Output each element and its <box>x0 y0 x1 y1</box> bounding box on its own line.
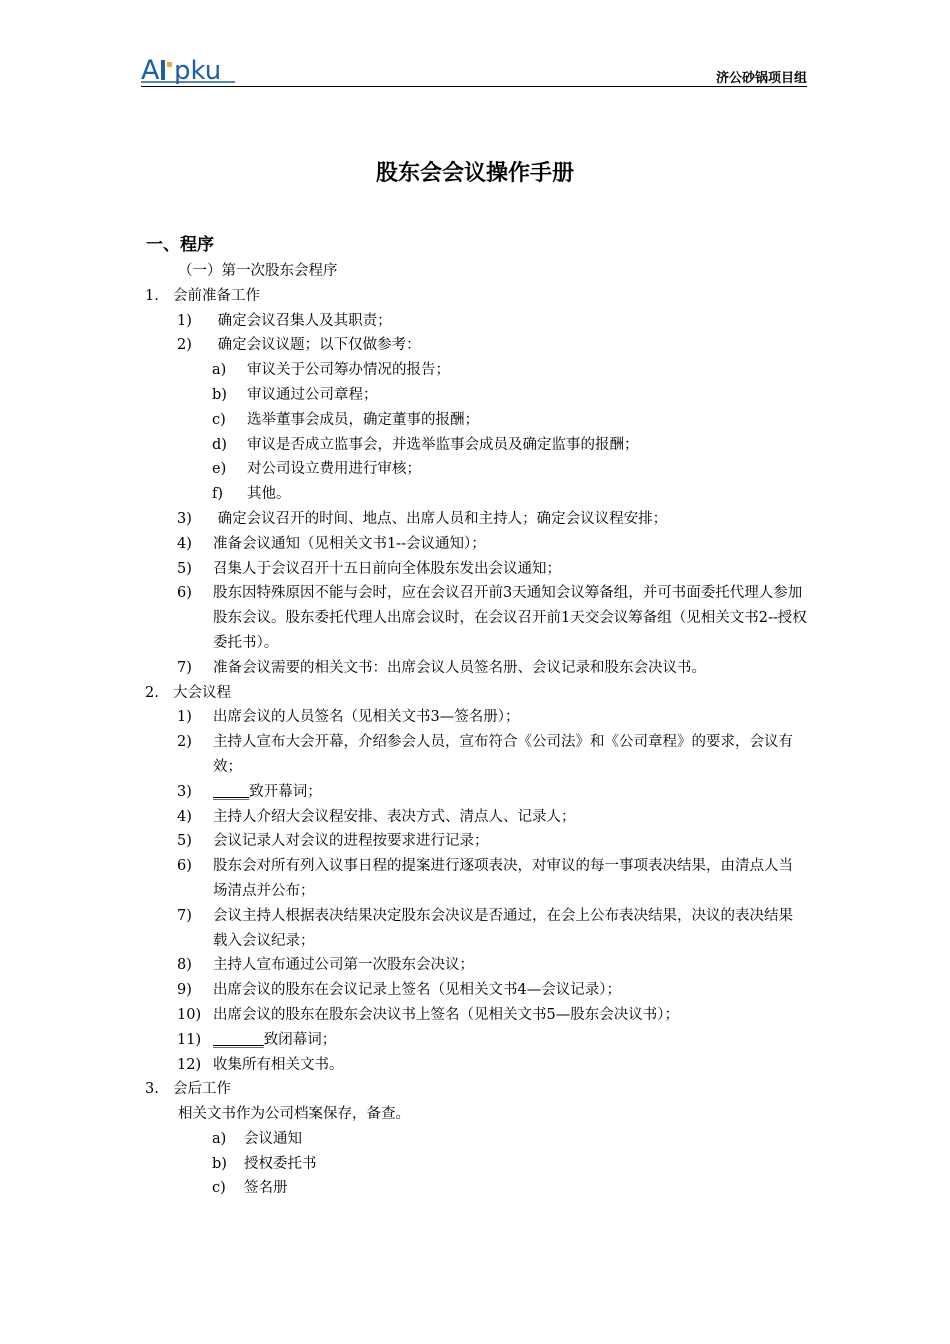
list-item <box>0 978 950 1003</box>
subitem-text: 对公司设立费用进行审核； <box>247 461 421 478</box>
subitem-letter: e) <box>212 461 227 478</box>
list-item <box>0 507 950 532</box>
part-heading <box>0 1077 950 1102</box>
document-body <box>0 231 950 1201</box>
fill-in-blank: _____ <box>213 783 250 800</box>
item-text: 会议记录人对会议的进程按要求进行记录； <box>213 833 489 850</box>
list-item <box>0 730 950 780</box>
item-text-tail: 致闭幕词； <box>263 1031 337 1048</box>
item-text-tail: 致开幕词； <box>249 783 322 800</box>
list-item <box>0 829 950 854</box>
list-item <box>0 1053 950 1078</box>
subitem-letter: a) <box>212 1130 227 1147</box>
list-item <box>0 780 950 805</box>
item-text: 主持人宣布大会开幕，介绍参会人员，宣布符合《公司法》和《公司章程》的要求，会议有效； <box>213 734 793 775</box>
item-text: 出席会议的股东在会议记录上签名（见相关文书4—会议记录）； <box>213 982 621 999</box>
item-text: 出席会议的人员签名（见相关文书3—签名册）； <box>213 709 520 726</box>
item-number: 1) <box>177 312 192 329</box>
item-number: 5) <box>177 560 192 577</box>
sub-list-item <box>0 408 950 433</box>
alpku-logo-icon <box>141 54 241 84</box>
part-number: 1. <box>145 287 159 304</box>
fill-in-blank: _______ <box>213 1031 264 1048</box>
item-number: 6) <box>177 858 192 875</box>
item-text: 股东因特殊原因不能与会时，应在会议召开前3天通知会议筹备组，并可书面委托代理人参加股东会议。股东委托代理人出席会议时，在会议召开前1天交会议筹备组（见相关文书2--授权委托书）。 <box>213 585 807 651</box>
part-number: 3. <box>145 1081 159 1098</box>
item-number: 12) <box>177 1056 202 1073</box>
item-text <box>213 1028 807 1053</box>
sub-list-item <box>0 383 950 408</box>
item-text: 股东会对所有列入议事日程的提案进行逐项表决，对审议的每一事项表决结果，由清点人当场清点并公布； <box>213 858 793 899</box>
sub-list-item <box>0 457 950 482</box>
item-number: 10) <box>177 1006 202 1023</box>
subitem-text: 审议是否成立监事会，并选举监事会成员及确定监事的报酬； <box>247 436 639 453</box>
item-text: 准备会议需要的相关文书：出席会议人员签名册、会议记录和股东会决议书。 <box>213 659 706 676</box>
item-text: 确定会议议题；以下仅做参考： <box>213 337 421 354</box>
list-item <box>0 953 950 978</box>
part-label: 会前准备工作 <box>173 287 260 304</box>
item-number: 4) <box>177 535 192 552</box>
svg-text:pku: pku <box>174 56 222 84</box>
subitem-text: 其他。 <box>247 486 291 503</box>
subitem-letter: b) <box>212 386 227 403</box>
sub-list-item <box>0 358 950 383</box>
sub-list-item <box>0 482 950 507</box>
item-text: 准备会议通知（见相关文书1--会议通知）； <box>213 535 486 552</box>
subitem-letter: b) <box>212 1155 227 1172</box>
item-text: 会议主持人根据表决结果决定股东会决议是否通过，在会上公布表决结果，决议的表决结果载入会议纪录； <box>213 907 793 949</box>
document-title: 股东会会议操作手册 <box>375 161 574 186</box>
subitem-letter: f) <box>212 486 224 503</box>
subitem-letter: c) <box>212 411 226 428</box>
list-item <box>0 581 950 655</box>
list-item <box>0 854 950 904</box>
item-number: 9) <box>177 982 192 999</box>
list-item <box>0 1028 950 1053</box>
item-number: 2) <box>177 337 192 354</box>
list-item <box>0 904 950 954</box>
subitem-letter: c) <box>212 1180 226 1197</box>
list-item <box>0 805 950 830</box>
company-logo <box>141 54 241 84</box>
subitem-text: 审议通过公司章程； <box>247 386 378 403</box>
part-note: 相关文书作为公司档案保存，备查。 <box>178 1106 410 1123</box>
item-number: 3) <box>177 783 192 800</box>
item-text: 确定会议召开的时间、地点、出席人员和主持人；确定会议议程安排； <box>213 510 668 527</box>
list-item <box>0 532 950 557</box>
list-item <box>0 333 950 358</box>
item-number: 4) <box>177 808 192 825</box>
item-text: 收集所有相关文书。 <box>213 1056 344 1073</box>
item-number: 1) <box>177 709 192 726</box>
item-text: 确定会议召集人及其职责； <box>213 312 392 329</box>
item-text: 主持人介绍大会议程安排、表决方式、清点人、记录人； <box>213 808 576 825</box>
item-text <box>213 780 807 805</box>
item-number: 7) <box>177 907 192 924</box>
part-number: 2. <box>145 684 159 701</box>
section-heading: 一、程序 <box>146 235 214 255</box>
part-heading <box>0 284 950 309</box>
list-item <box>0 557 950 582</box>
part-heading <box>0 681 950 706</box>
list-item <box>0 705 950 730</box>
page-header <box>141 54 807 87</box>
subitem-text: 选举董事会成员，确定董事的报酬； <box>247 411 479 428</box>
sub-list-item <box>0 1176 950 1201</box>
item-number: 11) <box>177 1031 202 1048</box>
item-number: 3) <box>177 510 192 527</box>
item-number: 5) <box>177 833 192 850</box>
sub-list-item <box>0 1152 950 1177</box>
subitem-letter: a) <box>212 362 227 379</box>
sub-list-item <box>0 1127 950 1152</box>
list-item <box>0 309 950 334</box>
header-company-name: 济公砂锅项目组 <box>715 71 807 86</box>
subitem-letter: d) <box>212 436 227 453</box>
item-number: 6) <box>177 585 192 602</box>
sub-list-item <box>0 433 950 458</box>
list-item <box>0 656 950 681</box>
part-label: 大会议程 <box>173 684 231 701</box>
subitem-text: 审议关于公司筹办情况的报告； <box>247 362 450 379</box>
item-text: 召集人于会议召开十五日前向全体股东发出会议通知； <box>213 560 561 577</box>
item-text: 出席会议的股东在股东会决议书上签名（见相关文书5—股东会决议书）； <box>213 1006 679 1023</box>
subitem-text: 会议通知 <box>244 1130 302 1147</box>
item-number: 8) <box>177 957 192 974</box>
subitem-text: 签名册 <box>244 1180 288 1197</box>
item-number: 7) <box>177 659 192 676</box>
subitem-text: 授权委托书 <box>244 1155 317 1172</box>
item-text: 主持人宣布通过公司第一次股东会决议； <box>213 957 474 974</box>
svg-text:A: A <box>141 55 160 84</box>
section-subheading: （一）第一次股东会程序 <box>178 263 338 279</box>
list-item <box>0 1003 950 1028</box>
item-number: 2) <box>177 734 192 751</box>
part-label: 会后工作 <box>173 1081 231 1098</box>
